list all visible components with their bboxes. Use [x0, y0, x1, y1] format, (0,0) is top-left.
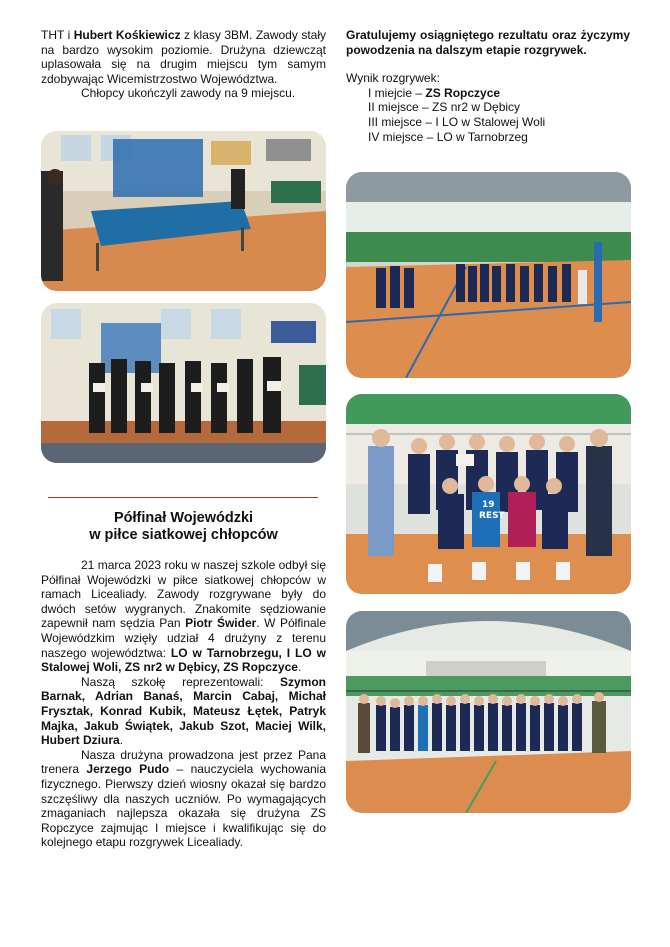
- section-heading: Półfinał Wojewódzki w piłce siatkowej chłopców: [89, 510, 278, 543]
- photo-girls-awards: [41, 303, 326, 463]
- right-column: [346, 28, 630, 144]
- heading-divider: [48, 497, 318, 498]
- left-column: [41, 28, 326, 101]
- team-shirt-text: REST: [479, 511, 505, 521]
- results-list: [346, 71, 630, 144]
- result-item: II miejsce – ZS nr2 w Dębicy: [368, 100, 521, 115]
- photo-winning-team: [346, 394, 631, 594]
- photo-volleyball-teams-court: [346, 172, 631, 378]
- paragraph-tournament: 21 marca 2023 roku w naszej szkole odbył się Półfinał Wojewódzki w piłce siatkowej chłopców w ramach Licealiady. Zawody rozgrywane były do dwóch setów wygranych. Znakomite sędziowanie zapewnił nam sędzia Pan Piotr Świder. W Półfinale Wojewódzkim wzięły udział 4 drużyny z terenu naszego województwa: LO w Tarnobrzegu, I LO w Stalowej Woli, ZS nr2 w Dębicy, ZS Ropczyce.: [41, 558, 326, 675]
- left-column-lower: [41, 558, 326, 850]
- paragraph-congratulations: Gratulujemy osiągniętego rezultatu oraz życzymy powodzenia na dalszym etapie rozgrywek.: [346, 28, 630, 57]
- paragraph-players: Naszą szkołę reprezentowali: Szymon Barnak, Adrian Banaś, Marcin Cabaj, Michał Frysztak, Konrad Kubik, Mateusz Łętek, Patryk Majka, Jakub Świątek, Jakub Szot, Maciej Wilk, Hubert Dziura.: [41, 674, 326, 748]
- result-item: I miejcie – ZS Ropczyce: [368, 85, 501, 100]
- paragraph-coach: Nasza drużyna prowadzona jest przez Pana trenera Jerzego Pudo – nauczyciela wychowania fizycznego. Pierwszy dzień wiosny okazał się bardzo szczęśliwy dla naszych uczniów. Po wymagających zmaganiach najlepsza okazała się drużyna ZS Ropczyce zajmując I miejsce i kwalifikując się do kolejnego etapu rozgrywek Licealiady.: [41, 747, 327, 850]
- photo-all-teams: [346, 611, 631, 813]
- results-title: Wynik rozgrywek:: [346, 71, 440, 86]
- result-item: III miejsce – I LO w Stalowej Woli: [368, 114, 546, 129]
- paragraph-boys-result: Chłopcy ukończyli zawody na 9 miejscu.: [81, 86, 296, 101]
- jersey-number-text: 19: [482, 500, 495, 510]
- result-item: IV miejsce – LO w Tarnobrzeg: [368, 129, 528, 144]
- paragraph-intro: THT i Hubert Kośkiewicz z klasy 3BM. Zawody stały na bardzo wysokim poziomie. Drużyna dziewcząt uplasowała się na drugim miejscu tym samym zdobywając Wicemistrzostwo Województwa.: [41, 28, 326, 86]
- photo-table-tennis: [41, 131, 326, 291]
